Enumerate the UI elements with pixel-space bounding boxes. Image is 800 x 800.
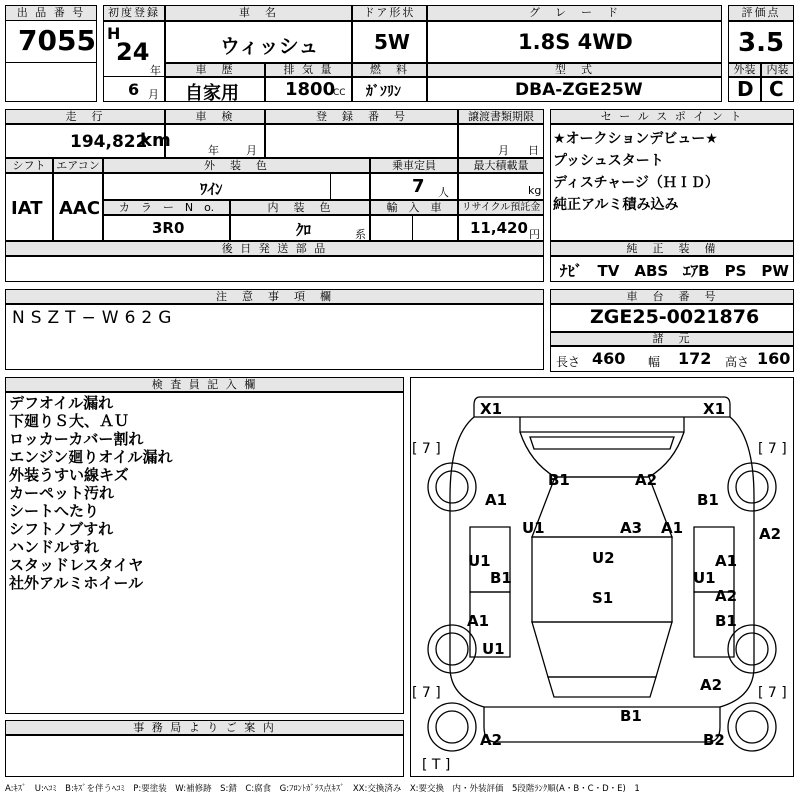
fuel-label: 燃 料 [352, 63, 427, 77]
int-color-label: 内 装 色 [230, 200, 370, 215]
later-parts-box [5, 256, 544, 282]
month-unit: 月 [148, 88, 159, 101]
chassis-no: ZGE25-0021876 [590, 306, 760, 328]
ext-color: ﾜｲﾝ [200, 180, 223, 198]
import-label: 輸 入 車 [370, 200, 458, 215]
mark-b2-bumper-r: B2 [703, 731, 725, 749]
office-label: 事 務 局 よ り ご 案 内 [5, 720, 404, 735]
inspector-notes-list [9, 394, 399, 592]
transfer-month: 月 [498, 144, 509, 157]
inspector-note-item: 下廻りＳ大、ＡＵ [9, 412, 130, 430]
lot-number-label: 出 品 番 号 [5, 5, 97, 21]
fuel: ｶﾞｿﾘﾝ [366, 84, 401, 100]
inspector-note-item: 外装うすい線キズ [9, 466, 129, 484]
first-reg-label: 初度登録 [103, 5, 165, 21]
reg-year: 24 [116, 38, 150, 66]
height-label: 高さ [725, 355, 750, 369]
capacity-label: 乗車定員 [370, 158, 458, 173]
inspector-note-item: スタッドレスタイヤ [9, 556, 144, 574]
exterior-grade: D [737, 77, 754, 101]
later-parts-label: 後 日 発 送 部 品 [5, 241, 544, 256]
car-name: ウィッシュ [220, 34, 319, 58]
inspector-note-item: カーペット汚れ [9, 484, 115, 502]
grade: 1.8S 4WD [518, 30, 633, 54]
km-unit: km [140, 130, 171, 151]
kg-unit: kg [528, 184, 542, 197]
history: 自家用 [185, 83, 239, 104]
tailgate-outline [548, 677, 656, 697]
capacity: 7 [412, 176, 425, 197]
insp-month: 月 [246, 144, 257, 157]
ext-color-sub-divider [330, 173, 370, 200]
wheel-rr-outline [728, 625, 776, 673]
interior-grade: C [769, 77, 784, 101]
mark-b1-hood: B1 [548, 471, 570, 489]
yen-unit: 円 [529, 228, 540, 241]
spare-tire-right-hub [736, 711, 768, 743]
year-unit: 年 [150, 64, 161, 77]
reg-no-box [265, 124, 458, 158]
width-label: 幅 [648, 355, 661, 369]
ext-color-label: 外 装 色 [103, 158, 370, 173]
wheel-rr-hub [736, 633, 768, 665]
mark-a3-windshield: A3 [620, 519, 643, 537]
transfer-day: 日 [528, 144, 539, 157]
width: 172 [678, 349, 712, 368]
office-box [5, 735, 404, 777]
mark-a1-fender-l: A1 [485, 491, 508, 509]
interior-label: 内装 [761, 63, 794, 77]
kei-unit: 系 [355, 228, 366, 241]
sales-point-item: プッシュスタート [553, 153, 664, 169]
import-divider [412, 215, 413, 241]
int-color: ｸﾛ [296, 221, 312, 239]
max-load-label: 最大積載量 [458, 158, 544, 173]
score-label: 評価点 [728, 5, 794, 21]
inspector-label: 検 査 員 記 入 欄 [5, 377, 404, 392]
inspector-note-item: ロッカーカバー割れ [9, 430, 144, 448]
lot-number: 7055 [18, 24, 96, 57]
chassis-no-label: 車 台 番 号 [550, 289, 794, 304]
mark-b1-door-fl: B1 [490, 569, 512, 587]
displacement-label: 排 気 量 [265, 63, 352, 77]
sales-point-item: 純正アルミ積み込み [553, 197, 679, 213]
wheel-fr-hub [736, 471, 768, 503]
length: 460 [592, 349, 626, 368]
notes: NSZT−W62G [12, 308, 178, 328]
aircon-label: エアコン [53, 158, 103, 173]
mark-u1-quarter-l: U1 [482, 640, 505, 658]
inspector-note-item: シートへたり [9, 502, 100, 520]
mark-a1-door-fr: A1 [715, 552, 738, 570]
height: 160 [757, 349, 791, 368]
aircon: AAC [59, 198, 101, 219]
car-name-label: 車 名 [165, 5, 352, 21]
reg-no-label: 登 録 番 号 [265, 109, 458, 124]
front-grille-outline [520, 417, 684, 432]
wheel-fl-hub [436, 471, 468, 503]
sales-point-item: ディスチャージ（ＨＩＤ） [553, 175, 719, 191]
mark-x1-left: X1 [480, 400, 503, 418]
insp-year: 年 [208, 144, 219, 157]
dims-label: 諸 元 [550, 332, 794, 346]
mark-b1-fender-r: B1 [697, 491, 719, 509]
legend: A:ｷｽﾞ U:ﾍｺﾐ B:ｷｽﾞを伴うﾍｺﾐ P:要塗装 W:補修跡 S:錆 C:腐食 G:ﾌﾛﾝﾄｶﾞﾗｽ点ｷｽﾞ XX:交換済み X:要交換 内・外装評価 5段階ﾗﾝｸ順(A・B・C・D・E) 1 [5, 784, 640, 794]
sales-point-item: ★オークションデビュー★ [553, 131, 718, 147]
grade-label: グ レ ー ド [427, 5, 722, 21]
inspection-label: 車 検 [165, 109, 265, 124]
mark-x1-right: X1 [703, 400, 726, 418]
mark-a1-pillar-r: A1 [661, 519, 684, 537]
cc-unit: CC [333, 88, 346, 98]
mark-u1-pillar-l: U1 [522, 519, 545, 537]
spare-tire-hub [436, 711, 468, 743]
equipment-label: 純 正 装 備 [550, 241, 794, 256]
hood-outline [520, 432, 684, 477]
tire-rl-tread: [ 7 ] [412, 685, 441, 701]
mark-s1-roof: S1 [592, 589, 614, 607]
length-label: 長さ [556, 355, 581, 369]
color-no-label: カ ラ ー N o. [103, 200, 230, 215]
notes-label: 注 意 事 項 欄 [5, 289, 544, 304]
first-reg-divider [103, 76, 165, 77]
lot-number-divider [5, 62, 97, 102]
spare-tire-outline [428, 703, 476, 751]
shift-label: シフト [5, 158, 53, 173]
inspector-note-item: シフトノブすれ [9, 520, 114, 538]
mark-b1-door-rr: B1 [715, 612, 737, 630]
tire-fl-tread: [ 7 ] [412, 441, 441, 457]
era: H [107, 24, 121, 43]
inspector-note-item: ハンドルすれ [9, 538, 100, 556]
recycle-label: リサイクル預託金 [458, 200, 544, 215]
reg-month: 6 [128, 80, 140, 99]
front-bumper-outline [474, 397, 730, 417]
inspector-note-item: デフオイル漏れ [9, 394, 114, 412]
mark-u1-door-fr: U1 [693, 569, 716, 587]
door-label: ドア形状 [352, 5, 427, 21]
inspector-note-item: エンジン廻りオイル漏れ [9, 448, 173, 466]
mark-a2-bumper-l: A2 [480, 731, 503, 749]
mileage-label: 走 行 [5, 109, 165, 124]
wheel-rl-outline [428, 625, 476, 673]
color-no: 3R0 [152, 219, 185, 237]
shift: IAT [11, 198, 43, 219]
hood-inner-outline [530, 437, 674, 449]
mark-u1-door-fl: U1 [468, 552, 491, 570]
displacement: 1800 [285, 79, 336, 100]
equipment: ﾅﾋﾞ TV ABS ｴｱB PS PW [560, 262, 789, 280]
import-box [370, 215, 458, 241]
mark-u2-roof: U2 [592, 549, 615, 567]
recycle: 11,420 [470, 219, 528, 237]
mark-b1-rear: B1 [620, 707, 642, 725]
person-unit: 人 [438, 186, 449, 199]
sales-point-label: セ ー ル ス ポ イ ン ト [550, 109, 794, 124]
model-label: 型 式 [427, 63, 722, 77]
mark-a2-hood: A2 [635, 471, 658, 489]
mark-a2-quarter-r: A2 [700, 676, 723, 694]
car-diagram [410, 377, 794, 777]
mark-a2-door-rr: A2 [715, 587, 738, 605]
rear-glass-outline [532, 622, 672, 677]
tire-rr-tread: [ 7 ] [758, 685, 787, 701]
tire-spare-tread: [ T ] [422, 757, 451, 773]
mark-a2-fender-r-out: A2 [759, 525, 782, 543]
score: 3.5 [738, 28, 785, 58]
wheel-rl-hub [436, 633, 468, 665]
mileage: 194,822 [70, 132, 148, 152]
rear-bumper-outline [484, 707, 720, 742]
door: 5W [374, 30, 410, 54]
model: DBA-ZGE25W [515, 80, 643, 100]
history-label: 車 歴 [165, 63, 265, 77]
spare-tire-right-outline [728, 703, 776, 751]
sales-point-list [553, 128, 791, 216]
inspector-note-item: 社外アルミホイール [9, 574, 144, 592]
tire-fr-tread: [ 7 ] [758, 441, 787, 457]
transfer-label: 譲渡書類期限 [458, 109, 544, 124]
mark-a1-door-rl: A1 [467, 612, 490, 630]
exterior-label: 外装 [728, 63, 761, 77]
